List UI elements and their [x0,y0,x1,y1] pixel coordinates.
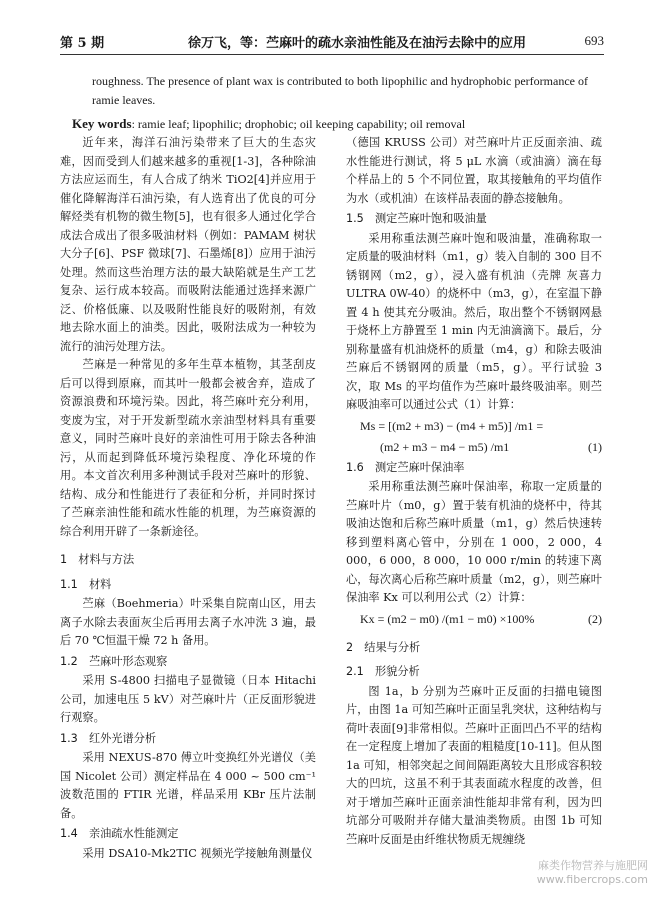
watermark-site-name: 麻类作物营养与施肥网 [538,859,648,872]
body-paragraph: 采用 DSA10-Mk2TIC 视频光学接触角测量仪 [82,846,313,860]
subsection-heading: 1.3 红外光谱分析 [60,731,157,745]
body-paragraph: 苎麻（Boehmeria）叶采集自院南山区，用去离子水除去表面灰尘后再用去离子水冲洗 3 遍，最后 70 ℃恒温干燥 72 h 备用。 [60,597,316,647]
formula-1-body: (m2 + m3 − m4 − m5) /m1 [380,439,510,454]
subsection-heading: 2.1 形貌分析 [346,665,420,678]
formula-2-number: (2) [588,611,602,626]
issue-number: 第 5 期 [60,35,105,51]
subsection-heading: 1.2 苎麻叶形态观察 [60,654,168,668]
abstract-line: ramie leaves. [92,93,156,107]
keywords-label: Key words [72,116,132,131]
formula-1-line-2 [380,438,602,457]
page-number: 693 [584,33,604,48]
subsection-heading: 1.5 测定苎麻叶饱和吸油量 [346,212,487,225]
body-paragraph: 采用称重法测苎麻叶保油率，称取一定质量的苎麻叶片（m0，g）置于装有机油的烧杯中，待其吸油达饱和后称苎麻叶质量（m1，g）然后快速转移到塑料离心管中，分别在 1 000，2 000，4 000，6 000，8 000，10 000 r/min 的转速下离心，每次离心后称苎麻叶质量（m2，g），则苎麻叶保油率 Kx 可以利用公式（2）计算： [346,480,602,604]
keywords [72,114,604,134]
body-paragraph: 采用 NEXUS-870 傅立叶变换红外光谱仪（美国 Nicolet 公司）测定样品在 4 000 ~ 500 cm⁻¹ 波数范围的 FTIR 光谱，样品采用 KBr 压片法制备。 [60,751,316,820]
abstract-line: roughness. The presence of plant wax is contributed to both lipophilic and hydrophobic performance of [92,74,588,88]
formula-1-line-1: Ms = [(m2 + m3) − (m4 + m5)] /m1 = [360,418,544,433]
intro-paragraph: 近年来，海洋石油污染带来了巨大的生态灾难，因而受到人们越来越多的重视[1-3]，各种除油方法应运而生，有人合成了纳米 TiO2[4]并应用于催化降解海洋石油污染，有人选育出了优良的可分解烃类有机物的微生物[5]，也有很多人通过化学合成法合成出了很多吸油材料（例如：PAMAM 树状大分子[6]、PSF 微球[7]、石墨烯[8]）应用于油污处理。然而这些治理方法的最大缺陷就是生产工艺复杂、运行成本较高。而吸附法能通过选择来源广泛、价格低廉、以及吸附性能良好的吸附剂，有效地去除水面上的油类。因此，吸附法成为一种较为流行的油污处理方法。 [60,136,316,353]
formula-1-number: (1) [588,439,602,454]
body-paragraph: 采用称重法测苎麻叶饱和吸油量，准确称取一定质量的吸油材料（m1，g）装入自制的 300 目不锈钢网（m2，g），浸入盛有机油（壳牌 灰喜力 ULTRA 0W-40）的烧杯中（m3，g），在室温下静置 4 h 使其充分吸油。然后，取出整个不锈钢网悬于烧杯上方静置至 1 min 内无油滴滴下。最后，分别称量盛有机油烧杯的质量（m4，g）和除去吸油苎麻后不锈钢网的质量（m5，g）。平行试验 3 次，取 Ms 的平均值作为苎麻叶最终吸油率。则苎麻吸油率可以通过公式（1）计算： [346,231,602,411]
watermark-url: www.fibercrops.com [536,873,648,886]
keywords-text: : ramie leaf; lipophilic; drophobic; oil keeping capability; oil removal [131,117,466,131]
subsection-heading: 1.6 测定苎麻叶保油率 [346,460,465,474]
left-column [60,134,316,863]
subsection-heading: 1.4 亲油疏水性能测定 [60,827,179,840]
body-paragraph: 采用 S-4800 扫描电子显微镜（日本 Hitachi 公司，加速电压 5 kV）对苎麻叶片（正反面形貌进行观察。 [60,674,316,724]
subsection-heading: 1.1 材料 [60,577,112,591]
intro-paragraph: 苎麻是一种常见的多年生草本植物，其茎刮皮后可以得到原麻，而其叶一般都会被舍弃，造成了资源浪费和环境污染。因此，将苎麻叶充分利用，变废为宝，对于开发新型疏水亲油型材料具有重要意义，同时苎麻叶良好的亲油性可用于除去各种油污，从而起到降低环境污染程度、净化环境的作用。本文首次利用多种测试手段对苎麻叶的形貌、结构、成分和性能进行了表征和分析，并同时探讨了苎麻亲油性能和疏水性能的机理，为苎麻资源的综合利用开辟了一条新途径。 [60,358,316,538]
formula-2 [360,610,602,629]
running-header [60,28,604,55]
body-paragraph: （德国 KRUSS 公司）对苎麻叶片正反面亲油、疏水性能进行测试，将 5 μL 水滴（或油滴）滴在每个样品上的 5 个不同位置，取其接触角的平均值作为水（或机油）在该样品表面的静态接触角。 [346,136,602,205]
running-title: 徐万飞，等：苎麻叶的疏水亲油性能及在油污去除中的应用 [187,35,526,51]
abstract-tail [72,72,604,134]
right-column [346,134,602,849]
watermark [537,859,648,887]
section-heading: 2 结果与分析 [346,640,421,654]
section-heading: 1 材料与方法 [60,553,135,566]
formula-2-body: Kx = (m2 − m0) /(m1 − m0) ×100% [360,611,535,626]
body-paragraph: 图 1a，b 分别为苎麻叶正反面的扫描电镜图片，由图 1a 可知苎麻叶正面呈乳突状，这种结构与荷叶表面[9]非常相似。苎麻叶正面凹凸不平的结构在一定程度上增加了表面的粗糙度[10-11]。但从图 1a 可知，相邻突起之间间隔距离较大且形成容积较大的凹坑，这虽不利于其表面疏水程度的改善，但对于增加苎麻叶正面亲油性能却非常有利，因为凹坑部分可吸附并存储大量油类物质。由图 1b 可知苎麻叶反面是由纤维状物质无规缠绕 [346,684,602,846]
